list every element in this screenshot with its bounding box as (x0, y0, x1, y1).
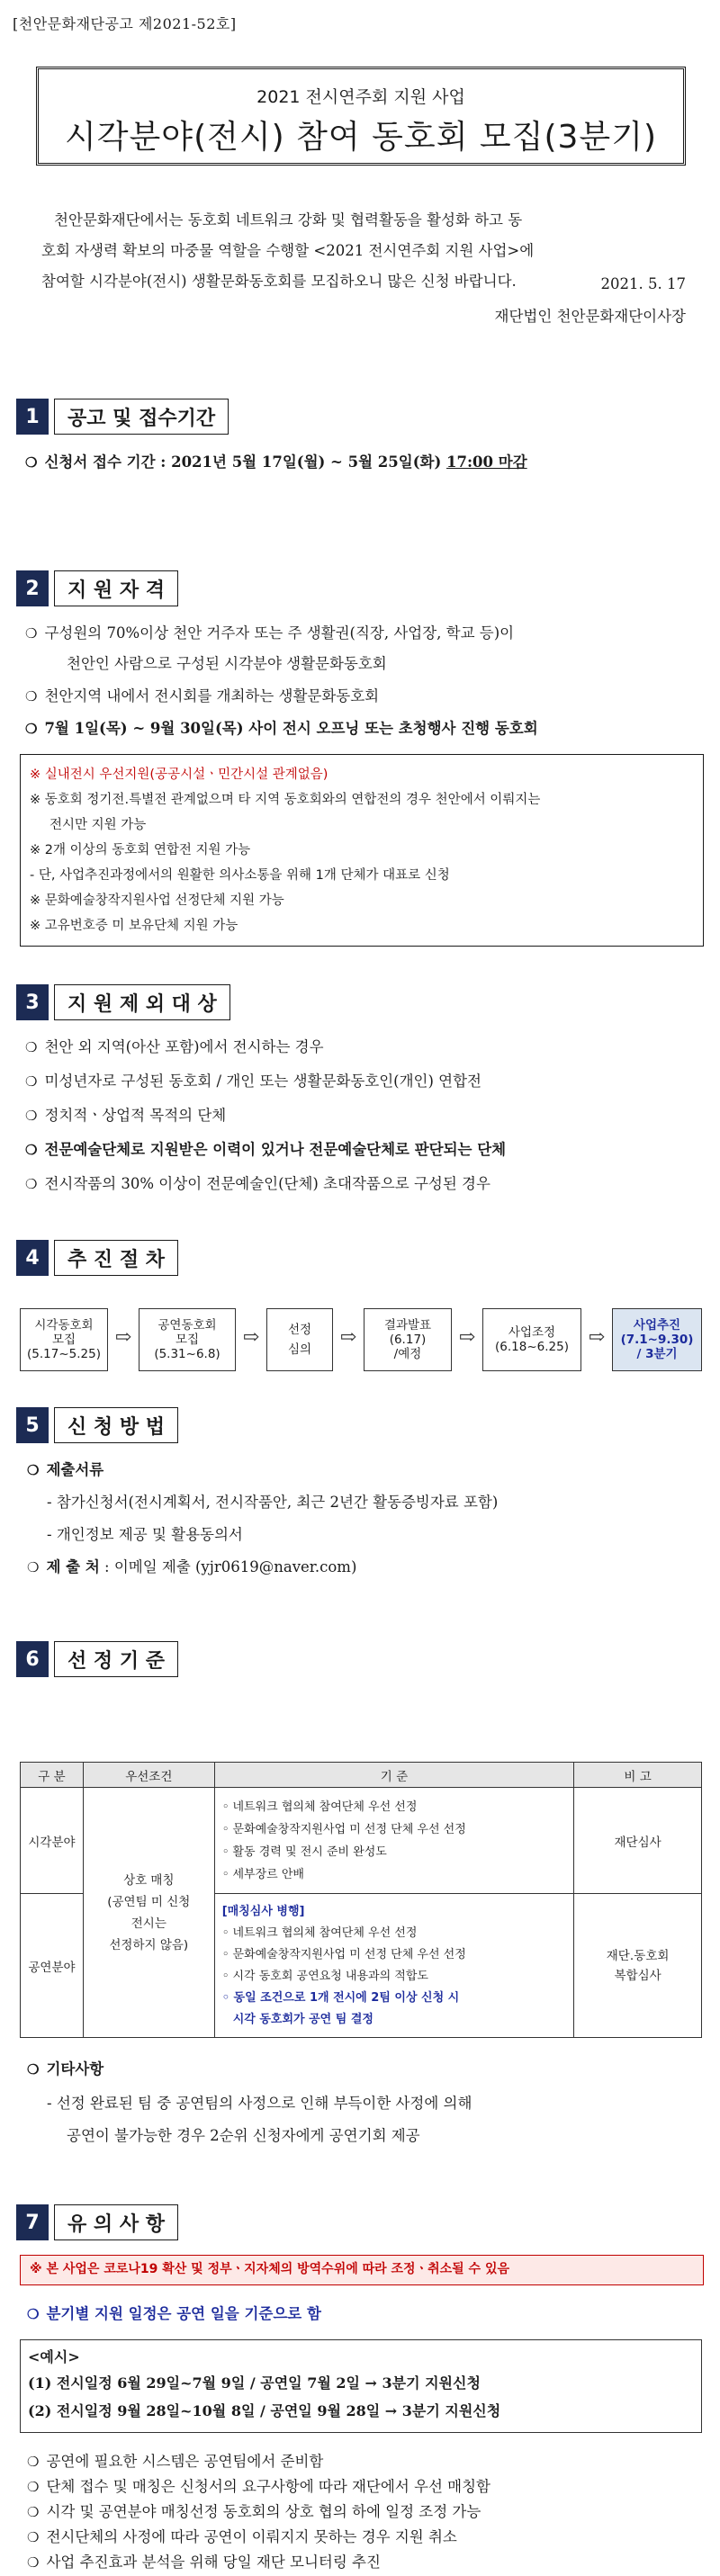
circle-bullet-icon: ❍ (27, 2554, 40, 2571)
section-title: 지 원 자 격 (54, 570, 178, 606)
step-line: 시각동호회 (34, 1318, 94, 1333)
label-text: 제 출 처 (46, 1558, 100, 1575)
circle-bullet-icon: ❍ (27, 2479, 40, 2495)
circle-bullet-icon: ❍ (25, 1073, 38, 1090)
step-line: (7.1~9.30) (620, 1333, 694, 1347)
exclusion-item (25, 1069, 482, 1091)
circle-bullet-icon: ❍ (27, 2454, 40, 2470)
step-line: 공연동호회 (158, 1318, 217, 1333)
circle-bullet-icon: ❍ (25, 721, 38, 737)
table-header: 우선조건 (83, 1763, 214, 1788)
criteria-line: ◦ 네트워크 협의체 참여단체 우선 선정 (221, 1925, 418, 1940)
criteria-line: ◦ 문화예술창작지원사업 미 선정 단체 우선 선정 (221, 1947, 466, 1961)
section-title: 선 정 기 준 (54, 1641, 178, 1677)
process-flow (20, 1303, 704, 1375)
notice-number: [천안문화재단공고 제2021-52호] (13, 15, 237, 32)
rule-text: 분기별 지원 일정은 공연 일을 기준으로 함 (46, 2305, 321, 2322)
exclusion-item (25, 1035, 324, 1056)
arrow-right-icon: ⇨ (242, 1326, 260, 1349)
table-header-row (21, 1763, 702, 1788)
submission-line (27, 1555, 356, 1576)
etc-item-cont: 공연이 불가능한 경우 2순위 신청자에게 공연기회 제공 (67, 2127, 420, 2144)
section-number: 7 (16, 2204, 49, 2240)
document-item: - 개인정보 제공 및 활용동의서 (47, 1526, 243, 1543)
eligibility-notes-box (20, 754, 704, 947)
section-7-header (16, 2204, 178, 2240)
eligibility-item (25, 621, 514, 642)
step-line: 모집 (175, 1333, 200, 1347)
item-text: 전문예술단체로 지원받은 이력이 있거나 전문예술단체로 판단되는 단체 (44, 1141, 507, 1158)
table-row (21, 1788, 702, 1894)
eligibility-item (25, 716, 538, 738)
priority-cell (83, 1788, 214, 2038)
intro-line: 호회 자생력 확보의 마중물 역할을 수행할 <2021 전시연주회 지원 사업>에 (41, 242, 535, 259)
criteria-line: ◦ 네트워크 협의체 참여단체 우선 선정 (221, 1800, 418, 1814)
process-step (139, 1308, 236, 1371)
note-line: - 단, 사업추진과정에서의 원활한 의사소통을 위해 1개 단체가 대표로 신청 (30, 868, 450, 883)
circle-bullet-icon: ❍ (27, 2529, 40, 2545)
section-title: 신 청 방 법 (54, 1407, 178, 1443)
step-line: (5.17~5.25) (27, 1347, 101, 1361)
step-line: (5.31~6.8) (154, 1347, 220, 1361)
example-label: <예시> (28, 2348, 80, 2365)
caution-item (27, 2525, 457, 2546)
exclusion-item (25, 1137, 506, 1159)
exclusion-item (25, 1103, 226, 1125)
label-text: 제출서류 (46, 1461, 104, 1478)
circle-bullet-icon: ❍ (27, 2504, 40, 2520)
section-number: 1 (16, 399, 49, 435)
item-text: 정치적ㆍ상업적 목적의 단체 (44, 1107, 227, 1124)
criteria-line-emph: ◦ 동일 조건으로 1개 전시에 2팀 이상 신청 시 (221, 1990, 460, 2005)
section-title: 유 의 사 항 (54, 2204, 178, 2240)
section-1-header (16, 399, 229, 435)
section-2-header (16, 570, 178, 606)
circle-bullet-icon: ❍ (27, 2061, 40, 2078)
section-number: 2 (16, 570, 49, 606)
item-text: 전시작품의 30% 이상이 전문예술인(단체) 초대작품으로 구성된 경우 (44, 1175, 490, 1192)
circle-bullet-icon: ❍ (25, 1108, 38, 1124)
note-cell: 재단심사 (574, 1788, 702, 1894)
table-header: 비 고 (574, 1763, 702, 1788)
arrow-right-icon: ⇨ (588, 1326, 606, 1349)
item-text: 미성년자로 구성된 동호회 / 개인 또는 생활문화동호인(개인) 연합전 (44, 1073, 482, 1090)
priority-line: 선정하지 않음) (109, 1937, 189, 1952)
circle-bullet-icon: ❍ (25, 1039, 38, 1055)
circle-bullet-icon: ❍ (25, 625, 38, 642)
item-text: 전시단체의 사정에 따라 공연이 이뤄지지 못하는 경우 지원 취소 (46, 2528, 457, 2545)
note-line: ※ 고유번호증 미 보유단체 지원 가능 (30, 919, 238, 933)
section-5-header (16, 1407, 178, 1443)
criteria-line: ◦ 시각 동호회 공연요청 내용과의 적합도 (221, 1969, 428, 1983)
circle-bullet-icon: ❍ (27, 2306, 40, 2322)
process-step (266, 1308, 333, 1371)
eligibility-item (25, 684, 379, 705)
caution-item (27, 2474, 490, 2496)
section-title: 지 원 제 외 대 상 (54, 984, 230, 1020)
etc-item: - 선정 완료된 팀 중 공연팀의 사정으로 인해 부득이한 사정에 의해 (47, 2095, 472, 2112)
item-text: 시각 및 공연분야 매칭선정 동호회의 상호 협의 하에 일정 조정 가능 (46, 2503, 482, 2520)
note-line: ※ 문화예술창작지원사업 선정단체 지원 가능 (30, 893, 284, 908)
section-number: 6 (16, 1641, 49, 1677)
arrow-right-icon: ⇨ (458, 1326, 476, 1349)
label-text: 기타사항 (46, 2060, 104, 2078)
step-line: 사업조정 (508, 1325, 556, 1340)
circle-bullet-icon: ❍ (27, 1462, 40, 1478)
caution-item (27, 2449, 323, 2471)
intro-paragraph (41, 205, 688, 297)
selection-criteria-table (20, 1762, 702, 2038)
step-line: /예정 (393, 1347, 422, 1361)
document-item: - 참가신청서(전시계획서, 전시작품안, 최근 2년간 활동증빙자료 포함) (47, 1494, 499, 1511)
section-3-header (16, 984, 230, 1020)
arrow-right-icon: ⇨ (339, 1326, 357, 1349)
step-line: / 3분기 (636, 1347, 678, 1361)
item-text: 공연에 필요한 시스템은 공연팀에서 준비함 (46, 2453, 324, 2470)
step-line: 사업추진 (633, 1318, 681, 1333)
step-line: 심의 (287, 1342, 312, 1357)
submission-text: : 이메일 제출 (yjr0619@naver.com) (99, 1558, 357, 1575)
circle-bullet-icon: ❍ (25, 454, 38, 471)
arrow-right-icon: ⇨ (114, 1326, 132, 1349)
item-text: 천안 외 지역(아산 포함)에서 전시하는 경우 (44, 1038, 324, 1055)
item-text: 단체 접수 및 매칭은 신청서의 요구사항에 따라 재단에서 우선 매칭함 (46, 2478, 490, 2495)
documents-label (27, 1458, 104, 1479)
organization-name: 재단법인 천안문화재단이사장 (494, 308, 686, 325)
warning-text: ※ 본 사업은 코로나19 확산 및 정부ㆍ지자체의 방역수위에 따라 조정ㆍ취소될 수 있음 (30, 2262, 509, 2276)
example-box (20, 2339, 702, 2433)
criteria-line: ◦ 세부장르 안배 (221, 1867, 304, 1881)
exclusion-item (25, 1171, 490, 1193)
circle-bullet-icon: ❍ (25, 688, 38, 705)
note-cell (574, 1894, 702, 2038)
example-line: (2) 전시일정 9월 28일~10월 8일 / 공연일 9월 28일 → 3분기 지원신청 (28, 2402, 501, 2419)
item-text: 구성원의 70%이상 천안 거주자 또는 주 생활권(직장, 사업장, 학교 등)이 (44, 624, 515, 642)
criteria-cell (214, 1894, 573, 2038)
intro-line: 참여할 시각분야(전시) 생활문화동호회를 모집하오니 많은 신청 바랍니다. (41, 273, 517, 290)
circle-bullet-icon: ❍ (25, 1142, 38, 1158)
step-line: 선정 (287, 1323, 312, 1337)
item-text: 사업 추진효과 분석을 위해 당일 재단 모니터링 추진 (46, 2554, 381, 2571)
process-step (364, 1308, 452, 1371)
deadline-text: 17:00 마감 (446, 453, 527, 471)
note-line: ※ 2개 이상의 동호회 연합전 지원 가능 (30, 843, 251, 857)
example-line: (1) 전시일정 6월 29일~7월 9일 / 공연일 7월 2일 → 3분기 지원신청 (28, 2374, 481, 2392)
caution-item (27, 2500, 481, 2521)
step-line: 모집 (51, 1333, 76, 1347)
warning-box (20, 2255, 704, 2285)
period-text: 신청서 접수 기간 : 2021년 5월 17일(월) ~ 5월 25일(화) (44, 453, 446, 471)
caution-item (27, 2550, 381, 2572)
priority-line: (공연팀 미 신청 (107, 1894, 191, 1909)
criteria-line: ◦ 활동 경력 및 전시 준비 완성도 (221, 1844, 387, 1859)
intro-line: 천안문화재단에서는 동호회 네트워크 강화 및 협력활동을 활성화 하고 동 (54, 211, 523, 229)
table-header: 기 준 (214, 1763, 573, 1788)
note-line: 재단․동호회 (606, 1948, 670, 1963)
note-line: 전시만 지원 가능 (50, 818, 147, 832)
etc-label (27, 2057, 104, 2078)
section-number: 3 (16, 984, 49, 1020)
section-title: 공고 및 접수기간 (54, 399, 229, 435)
item-text: 7월 1일(목) ~ 9월 30일(목) 사이 전시 오프닝 또는 초청행사 진행 동호회 (44, 720, 538, 737)
section-number: 4 (16, 1240, 49, 1276)
note-line: ※ 실내전시 우선지원(공공시설ㆍ민간시설 관계없음) (30, 767, 328, 782)
criteria-line-emph: 시각 동호회가 공연 팀 결정 (232, 2012, 374, 2026)
title-box (36, 67, 686, 166)
section-title: 추 진 절 차 (54, 1240, 178, 1276)
eligibility-item-cont: 천안인 사람으로 구성된 시각분야 생활문화동호회 (67, 655, 387, 672)
section-4-header (16, 1240, 178, 1276)
step-line: (6.18~6.25) (495, 1340, 569, 1354)
section-number: 5 (16, 1407, 49, 1443)
process-step (20, 1308, 108, 1371)
application-period (25, 450, 527, 471)
process-step-final (612, 1308, 702, 1371)
criteria-line: ◦ 문화예술창작지원사업 미 선정 단체 우선 선정 (221, 1822, 466, 1836)
step-line: 결과발표 (383, 1318, 432, 1333)
table-header: 구 분 (21, 1763, 84, 1788)
notice-date: 2021. 5. 17 (600, 275, 686, 292)
section-6-header (16, 1641, 178, 1677)
circle-bullet-icon: ❍ (25, 1176, 38, 1192)
note-line: ※ 동호회 정기전․특별전 관계없으며 타 지역 동호회와의 연합전의 경우 천안에서 이뤄지는 (30, 793, 541, 807)
step-line: (6.17) (389, 1333, 427, 1347)
priority-line: 상호 매칭 (123, 1872, 175, 1888)
criteria-head: [매칭심사 병행] (221, 1904, 305, 1918)
schedule-rule (27, 2302, 321, 2323)
category-cell: 시각분야 (21, 1788, 84, 1894)
category-cell: 공연분야 (21, 1894, 84, 2038)
criteria-cell (214, 1788, 573, 1894)
circle-bullet-icon: ❍ (27, 1559, 40, 1575)
item-text: 천안지역 내에서 전시회를 개최하는 생활문화동호회 (44, 687, 380, 705)
page-title: 시각분야(전시) 참여 동호회 모집(3분기) (64, 119, 658, 156)
priority-line: 전시는 (130, 1916, 166, 1931)
page-subtitle: 2021 전시연주회 지원 사업 (256, 87, 465, 107)
note-line: 복합심사 (614, 1968, 662, 1983)
process-step (482, 1308, 581, 1371)
